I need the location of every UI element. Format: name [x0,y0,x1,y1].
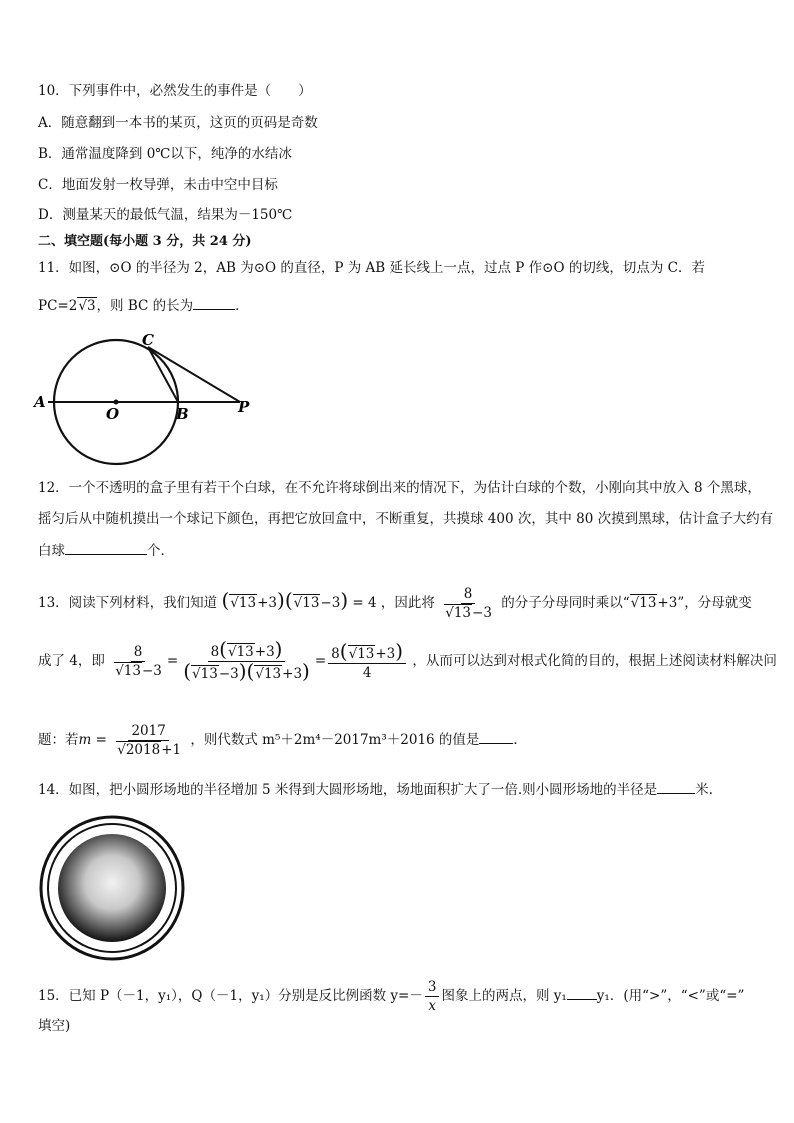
small-circle [58,834,166,942]
q13-frac3: $\frac{8(√13+3)}{4}$ [328,642,406,682]
q15-end: y₁．(用“>”，“<”或“=” [596,988,745,1004]
q15-intro: 15．已知 P（－1，y₁），Q（－1，y₁）分别是反比例函数 y=－ [38,988,423,1004]
q11-answer-blank [193,295,235,310]
q10-option-d: D．测量某天的最低气温，结果为－150℃ [38,207,293,223]
q11-line2 [38,295,249,316]
q13-fraction-8-over: $\frac{8}{√13-3}$ [445,586,492,621]
q11-circle-figure [30,325,260,470]
q15-line2: 填空) [38,1018,71,1034]
q10-option-a: A．随意翻到一本书的某页，这页的页码是奇数 [38,115,318,131]
q13-frac2: $\frac{8(√13+3)}{(√13-3)(√13+3)}$ [183,637,310,683]
q13-var-m: m [78,732,92,748]
q12-line1: 12．一个不透明的盒子里有若干个白球，在不允许将球倒出来的情况下，为估计白球的个数，小刚向其中放入 8 个黑球， [38,480,761,496]
q12-line2: 摇匀后从中随机摸出一个球记下颜色，再把它放回盒中，不断重复，共摸球 400 次，其中 80 次摸到黑球，估计盒子大约有 [38,511,774,527]
q13-period: ． [513,732,527,748]
q15-line1 [38,978,744,1015]
q13-frac1: $\frac{8}{√13-3}$ [115,644,162,679]
q13-denominator-text: ”，分母就变 [677,595,752,611]
q12-prefix: 白球 [38,543,65,559]
q12-line3 [38,540,174,561]
q10-option-c: C．地面发射一枚导弹，未击中空中目标 [38,177,278,193]
label-a: A [34,393,46,411]
q15-middle: 图象上的两点，则 y₁ [441,988,567,1004]
q13-product-expression: (√13+3)(√13−3) = 4 [221,588,377,612]
q11-sqrt: √3 [78,298,96,314]
q13-answer-blank [479,729,513,744]
section-heading: 二、填空题(每小题 3 分，共 24 分) [38,234,252,249]
q13-intro: 13．阅读下列材料，我们知道 [38,595,218,611]
q12-answer-blank [65,540,147,555]
q15-answer-blank [567,985,597,1000]
q13-therefore: ，因此将 [380,595,435,611]
q13-line1: 13．阅读下列材料，我们知道 (√13+3)(√13−3) = 4 ，因此将 $\frac{8}{√13-3}$ 的分子分母同时乘以“√13+3”，分母就变 [38,586,752,621]
center-point [114,400,119,405]
q12-suffix: 个． [147,543,174,559]
q14-concentric-circles-figure [38,814,188,964]
q14-line1 [38,779,713,800]
q11-pc-text: PC=2 [38,298,78,314]
q13-expression: ，则代数式 m⁵＋2m⁴－2017m³＋2016 的值是 [190,732,480,748]
q13-line2: 成了 4，即 $\frac{8}{√13-3}$ = $\frac{8(√13+3)}{(√13-3)(√13+3)}$ = $\frac{8(√13+3)}{4}$ ，从而可以达到对根式化简的目的，根据上述阅读材料解决问 [38,637,777,683]
q13-problem: 题：若 [38,732,79,748]
label-c: C [142,331,154,349]
q11-question-text: ，则 BC 的长为 [96,298,194,314]
q11-line1: 11．如图，⊙O 的半径为 2，AB 为⊙O 的直径，P 为 AB 延长线上一点，过点 P 作⊙O 的切线，切点为 C．若 [38,260,705,276]
q13-m-fraction: $\frac{2017}{√2018+1}$ [117,723,182,758]
label-o: O [106,405,120,423]
label-p: P [238,398,250,416]
label-b: B [176,405,189,423]
q13-conclusion: ，从而可以达到对根式化简的目的，根据上述阅读材料解决问 [412,653,777,669]
q13-multiply-text: 的分子分母同时乘以“ [501,595,630,611]
q11-period: ． [235,298,249,314]
q13-line3: 题：若m = $\frac{2017}{√2018+1}$ ，则代数式 m⁵＋2m⁴－2017m³＋2016 的值是 ． [38,723,527,758]
tangent-pc [148,347,240,402]
q14-question: 14．如图，把小圆形场地的半径增加 5 米得到大圆形场地，场地面积扩大了一倍.则小圆形场地的半径是 [38,782,658,798]
q10-option-b: B．通常温度降到 0℃以下，纯净的水结冰 [38,146,292,162]
q15-fraction: $\frac{3}{x}$ [425,978,440,1015]
q10-stem: 10．下列事件中，必然发生的事件是（ ） [38,83,312,99]
q13-became-4: 成了 4，即 [38,653,105,669]
q14-answer-blank [657,779,695,794]
q14-unit: 米. [695,782,713,798]
